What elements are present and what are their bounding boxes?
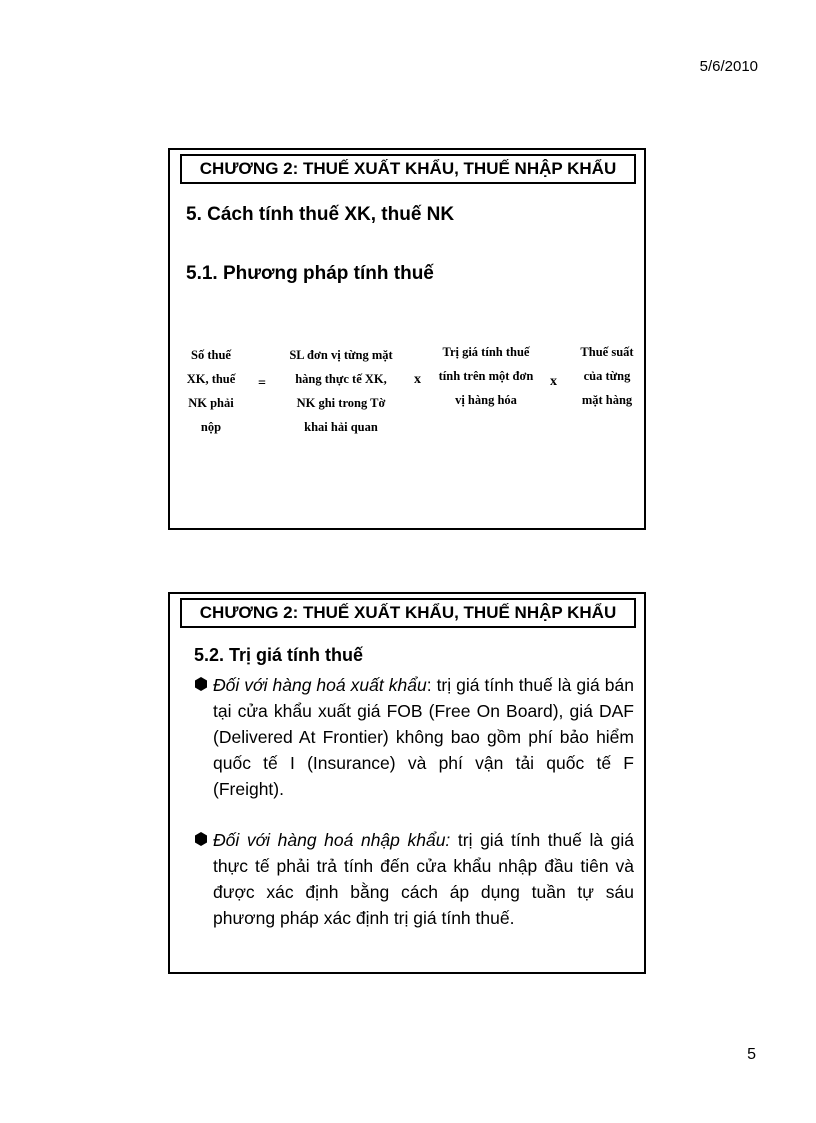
formula-line: khai hải quan [304, 420, 378, 434]
hexagon-bullet-icon [194, 677, 208, 691]
formula-line: nộp [200, 420, 222, 434]
formula-line: Trị giá tính thuế [442, 345, 530, 359]
formula-line: hàng thực tế XK, [295, 372, 387, 386]
formula-line: NK ghi trong Tờ [296, 396, 386, 410]
formula-equals: = [258, 376, 266, 391]
slide-1-heading: 5. Cách tính thuế XK, thuế NK [186, 204, 455, 225]
slide-2 [168, 592, 646, 974]
slide-2-title: CHƯƠNG 2: THUẾ XUẤT KHẨU, THUẾ NHẬP KHẨU [180, 598, 636, 628]
list-item [194, 672, 634, 802]
formula-line: vị hàng hóa [455, 393, 517, 407]
page-number: 5 [747, 1046, 756, 1063]
formula-line: SL đơn vị từng mặt [289, 348, 393, 362]
slide-2-heading: 5.2. Trị giá tính thuế [194, 645, 364, 665]
formula-term-tax-rate [566, 340, 648, 412]
formula-line: Thuế suất [580, 345, 634, 359]
formula-line: tính trên một đơn [438, 369, 534, 383]
formula-line: của từng [583, 369, 631, 383]
bullet-lead: Đối với hàng hoá xuất khẩu [213, 675, 427, 695]
formula-line: mặt hàng [581, 393, 633, 407]
bullet-body: trị giá tính thuế là giá bán tại cửa khẩu xuất giá FOB (Free On Board), giá DAF (Delivered At Frontier) không bao gồm phí bảo hiểm quốc tế I (Insurance) và phí vận tải quốc tế F (Freight). [213, 675, 634, 799]
list-item [194, 827, 634, 931]
slide-1 [168, 148, 646, 530]
formula-line: XK, thuế [186, 372, 236, 386]
formula-line: Số thuế [191, 348, 231, 362]
formula-times-2: x [550, 374, 557, 389]
formula-times-1: x [414, 372, 421, 387]
bullet-text [213, 827, 634, 931]
formula-line: NK phải [188, 396, 234, 410]
slide-1-subheading: 5.1. Phương pháp tính thuế [186, 263, 434, 284]
bullet-separator: : [426, 675, 432, 695]
formula-term-tax-payable [174, 343, 248, 439]
hexagon-bullet-icon [194, 832, 208, 846]
formula-term-quantity [274, 343, 408, 439]
slide-1-title: CHƯƠNG 2: THUẾ XUẤT KHẨU, THUẾ NHẬP KHẨU [180, 154, 636, 184]
bullet-lead: Đối với hàng hoá nhập khẩu: [213, 830, 451, 850]
formula-term-unit-value [424, 340, 548, 412]
bullet-body: trị giá tính thuế là giá thực tế phải trả tính đến cửa khẩu nhập đầu tiên và được xác định bằng cách áp dụng tuần tự sáu phương pháp xác định trị giá tính thuế. [213, 830, 635, 928]
page-date: 5/6/2010 [699, 58, 758, 75]
bullet-text [213, 672, 634, 802]
